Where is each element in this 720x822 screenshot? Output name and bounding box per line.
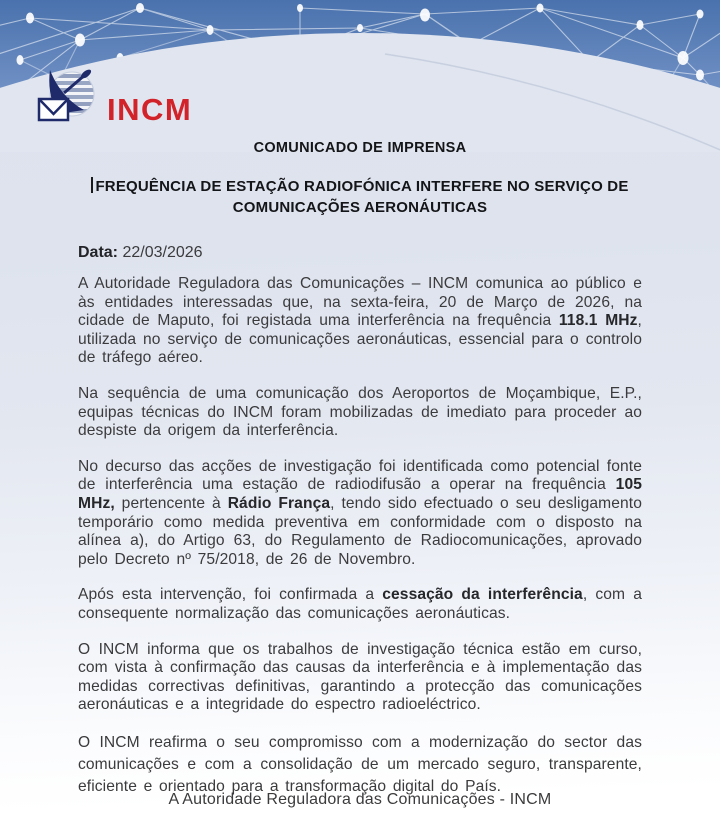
paragraph-1 bbox=[78, 275, 642, 368]
paragraph-3 bbox=[78, 458, 642, 570]
text-segment: O INCM informa que os trabalhos de investigação técnica estão em curso, com vista à confirmação das causas da interferência e à implementação das medidas correctivas definitivas, garantindo a protecção das comunicações aeronáuticas e a integridade do espectro radioeléctrico. bbox=[78, 640, 642, 714]
text-segment: Na sequência de uma comunicação dos Aeroportos de Moçambique, E.P., equipas técnicas do INCM foram mobilizadas de imediato para proceder ao despiste da origem da interferência. bbox=[78, 384, 642, 440]
headline bbox=[78, 176, 642, 218]
text-segment-bold: cessação da interferência bbox=[382, 586, 583, 604]
headline-line-1: FREQUÊNCIA DE ESTAÇÃO RADIOFÓNICA INTERFERE NO SERVIÇO DE bbox=[95, 178, 629, 195]
text-cursor bbox=[91, 177, 93, 193]
incm-logo-text: INCM bbox=[107, 92, 193, 127]
headline-line-2: COMUNICAÇÕES AERONÁUTICAS bbox=[232, 199, 488, 216]
text-segment: , tendo sido efectuado o seu desligamento temporário como medida preventiva em conformidade com o disposto na alínea a), do Artigo 63, do Regulamento de Radiocomunicações, aprovado pelo Decreto nº 75/2018, de 26 de Novembro. bbox=[78, 494, 643, 568]
date-label: Data: bbox=[78, 244, 119, 261]
text-segment: A Autoridade Reguladora das Comunicações – INCM comunica ao público e às entidades interessadas que, na sexta-feira, 20 de Março de 2026, na cidade de Maputo, foi registada uma interferência na frequência bbox=[78, 275, 642, 330]
paragraph-4 bbox=[78, 586, 642, 623]
text-segment: O INCM reafirma o seu compromisso com a modernização do sector das comunicações e com a consolidação de um mercado seguro, transparente, eficiente e orientado para a transformação digital do País. bbox=[78, 733, 642, 795]
date-value: 22/03/2026 bbox=[122, 244, 203, 261]
text-segment-bold: 105 MHz, bbox=[78, 476, 642, 512]
text-segment-bold: 118.1 MHz bbox=[558, 312, 638, 330]
date-line bbox=[78, 244, 642, 262]
paragraph-6 bbox=[78, 732, 642, 798]
signature-line: A Autoridade Reguladora das Comunicações - INCM bbox=[168, 791, 552, 808]
text-segment-bold: Rádio França bbox=[227, 494, 331, 512]
text-segment: No decurso das acções de investigação foi identificada como potencial fonte de interferência uma estação de radiodifusão a operar na frequência bbox=[78, 457, 642, 494]
text-segment: Após esta intervenção, foi confirmada a bbox=[78, 586, 383, 604]
document-type-title: COMUNICADO DE IMPRENSA bbox=[253, 140, 467, 156]
paragraph-5 bbox=[78, 641, 642, 715]
text-segment: , com a consequente normalização das comunicações aeronáuticas. bbox=[78, 586, 642, 622]
paragraph-2 bbox=[78, 385, 642, 441]
text-segment: pertencente à bbox=[114, 494, 228, 512]
text-segment: , utilizada no serviço de comunicações aeronáuticas, essencial para o controlo de tráfego aéreo. bbox=[78, 312, 642, 367]
